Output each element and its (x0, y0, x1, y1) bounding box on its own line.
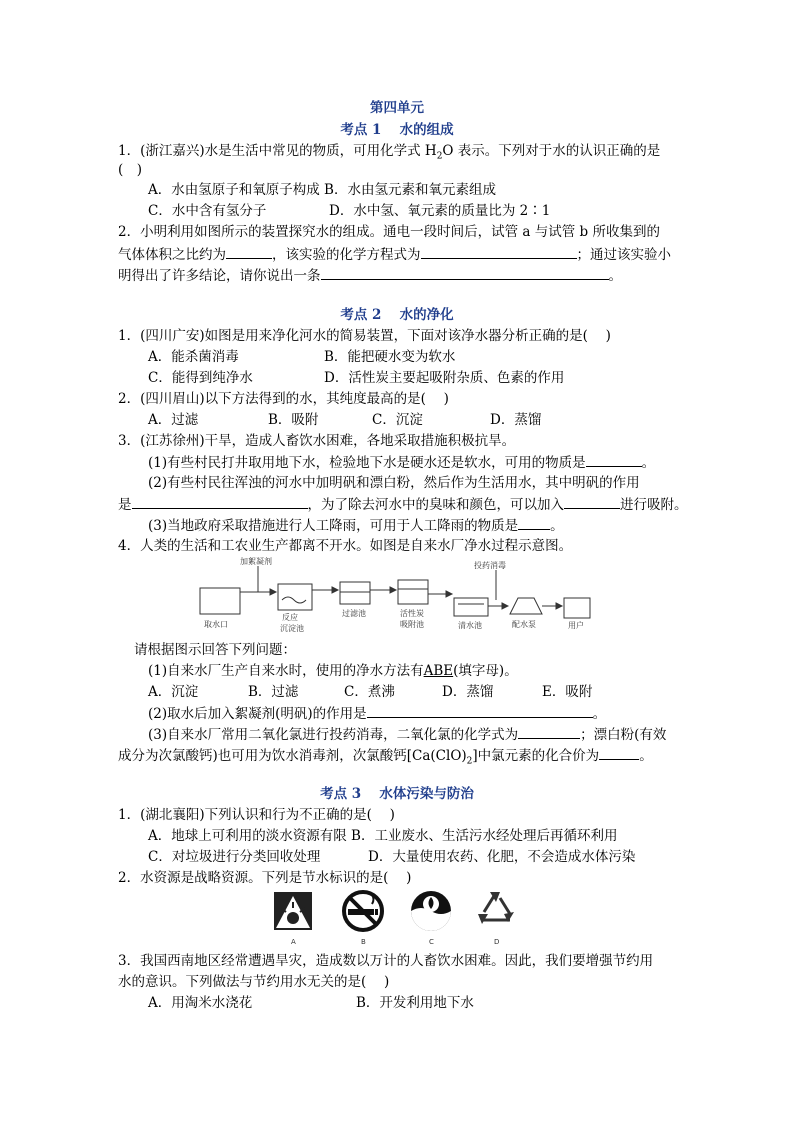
sec2-q4-option-d: D．蒸馏 (442, 684, 494, 700)
sec3-q1-option-d: D．大量使用农药、化肥，不会造成水体污染 (368, 849, 636, 865)
sec2-q4-option-e: E．吸附 (542, 684, 593, 700)
label-carbon-2: 吸附池 (400, 620, 424, 629)
label-carbon-1: 活性炭 (400, 609, 424, 618)
reaction-tank (278, 584, 312, 610)
section-1-title: 考点 1 水的组成 (340, 122, 454, 138)
sec2-q1-option-a: A．能杀菌消毒 (148, 349, 239, 365)
unit-title: 第四单元 (370, 100, 424, 116)
water-saving-icons (268, 888, 528, 948)
sec2-q2-option-d: D．蒸馏 (490, 412, 542, 428)
pump (510, 598, 542, 614)
sec2-q4-part2: (2)取水后加入絮凝剂(明矾)的作用是 。 (148, 703, 606, 724)
no-smoking-icon (344, 892, 382, 930)
label-clear: 清水池 (458, 621, 482, 630)
label-user: 用户 (568, 621, 584, 630)
sec2-q3-stem: 3．(江苏徐州)干旱，造成人畜饮水困难，各地采取措施积极抗旱。 (118, 433, 516, 449)
sec1-q1-options-ab: A．水由氢原子和氧原子构成 B．水由氢元素和氧元素组成 (148, 182, 496, 198)
answer-blank[interactable] (518, 724, 580, 739)
answer-blank[interactable] (518, 515, 550, 530)
sec1-q1-option-d: D．水中氢、氧元素的质量比为 2∶1 (329, 203, 551, 219)
clear-tank (454, 598, 488, 616)
icon-caption-d: D (494, 938, 500, 946)
sec3-q1-options-ab: A．地球上可利用的淡水资源有限 B．工业废水、生活污水经处理后再循环利用 (148, 828, 618, 844)
sec3-q3-line1: 3．我国西南地区经常遭遇旱灾，造成数以万计的人畜饮水困难。因此，我们要增强节约用 (118, 953, 654, 969)
sec3-q3-option-a: A．用淘米水浇花 (148, 995, 253, 1011)
sec3-q3-line2: 水的意识。下列做法与节约用水无关的是( ) (118, 974, 390, 990)
sec2-q4-option-b: B．过滤 (248, 684, 299, 700)
answer-blank[interactable] (586, 452, 642, 467)
sec3-q3-option-b: B．开发利用地下水 (356, 995, 474, 1011)
sec1-q1-option-c: C．水中含有氢分子 (148, 203, 267, 219)
label-pump: 配水泵 (512, 620, 536, 629)
sec2-q1-option-c: C．能得到纯净水 (148, 370, 253, 386)
section-3-title: 考点 3 水体污染与防治 (320, 786, 474, 802)
sec1-q2-line1: 2．小明利用如图所示的装置探究水的组成。通电一段时间后，试管 a 与试管 b 所收集到的 (118, 224, 660, 240)
label-reaction-1: 反应 (282, 613, 298, 622)
water-saving-icon (411, 891, 451, 931)
label-reaction-2: 沉淀池 (280, 624, 304, 633)
icon-caption-a: A (291, 938, 296, 946)
water-treatment-diagram (196, 556, 596, 634)
answer-blank[interactable] (564, 494, 620, 509)
sec1-q1-paren: ( ) (118, 162, 143, 178)
sec2-q4-option-a: A．沉淀 (148, 684, 199, 700)
sec2-q4-option-c: C．煮沸 (344, 684, 395, 700)
sec2-q1-option-b: B．能把硬水变为软水 (324, 349, 456, 365)
answer-blank[interactable] (321, 265, 609, 280)
answer-blank[interactable] (226, 244, 272, 259)
explosive-hazard-icon (274, 892, 312, 930)
answer-blank[interactable] (599, 745, 639, 760)
sec2-q3-part3: (3)当地政府采取措施进行人工降雨，可用于人工降雨的物质是 。 (148, 515, 564, 536)
sec2-q3-part2-line2: 是 ，为了除去河水中的臭味和颜色，可以加入 进行吸附。 (118, 494, 688, 515)
sec1-q2-line2: 气体体积之比约为 ，该实验的化学方程式为 ；通过该实验小 (118, 244, 671, 265)
label-filter: 过滤池 (342, 609, 366, 618)
section-2-title: 考点 2 水的净化 (340, 307, 454, 323)
sec2-q4-part1: (1)自来水厂生产自来水时，使用的净水方法有ABE(填字母)。 (148, 663, 518, 679)
sec2-q3-part2-line1: (2)有些村民往浑浊的河水中加明矾和漂白粉，然后作为生活用水，其中明矾的作用 (148, 475, 640, 491)
sec3-q1-option-c: C．对垃圾进行分类回收处理 (148, 849, 321, 865)
sec2-q2-option-b: B．吸附 (268, 412, 319, 428)
intake-box (200, 588, 240, 614)
sec2-q3-part1: (1)有些村民打井取用地下水，检验地下水是硬水还是软水，可用的物质是 。 (148, 452, 655, 473)
sec2-q4-part3-line1: (3)自来水厂常用二氧化氯进行投药消毒，二氧化氯的化学式为 ；漂白粉(有效 (148, 724, 666, 745)
sec2-q4-stem: 4．人类的生活和工农业生产都离不开水。如图是自来水厂净水过程示意图。 (118, 538, 573, 554)
sec2-q1-option-d: D．活性炭主要起吸附杂质、色素的作用 (324, 370, 565, 386)
user-box (564, 598, 590, 618)
sec3-q2-stem: 2．水资源是战略资源。下列是节水标识的是( ) (118, 870, 412, 886)
sec3-q1-stem: 1．(湖北襄阳)下列认识和行为不正确的是( ) (118, 807, 395, 823)
recycling-icon (478, 892, 514, 924)
icon-caption-c: C (429, 938, 434, 946)
sec1-q1-stem: 1．(浙江嘉兴)水是生活中常见的物质，可用化学式 $H_2O$ 表示。下列对于水的认识正确的是 (118, 143, 661, 162)
sec1-q2-line3: 明得出了许多结论，请你说出一条 。 (118, 265, 622, 286)
sec2-q2-stem: 2．(四川眉山)以下方法得到的水，其纯度最高的是( ) (118, 391, 449, 407)
sec2-q2-option-c: C．沉淀 (372, 412, 423, 428)
label-intake: 取水口 (204, 620, 228, 629)
label-add-coagulant: 加絮凝剂 (240, 557, 272, 566)
sec2-q4-part3-line2: 成分为次氯酸钙)也可用为饮水消毒剂，次氯酸钙$[Ca(ClO)_2]$中氯元素的化合价为 。 (118, 745, 653, 772)
answer-blank[interactable] (132, 494, 308, 509)
icon-caption-b: B (361, 938, 366, 946)
filter-tank (340, 582, 370, 604)
label-disinfect: 投药消毒 (474, 561, 506, 570)
carbon-tank (398, 580, 428, 604)
sec2-q2-option-a: A．过滤 (148, 412, 199, 428)
sec2-q4-prompt: 请根据图示回答下列问题： (134, 642, 296, 658)
answer-blank[interactable] (421, 244, 577, 259)
answer-blank[interactable] (367, 703, 593, 718)
sec2-q1-stem: 1．(四川广安)如图是用来净化河水的简易装置，下面对该净水器分析正确的是( ) (118, 328, 611, 344)
